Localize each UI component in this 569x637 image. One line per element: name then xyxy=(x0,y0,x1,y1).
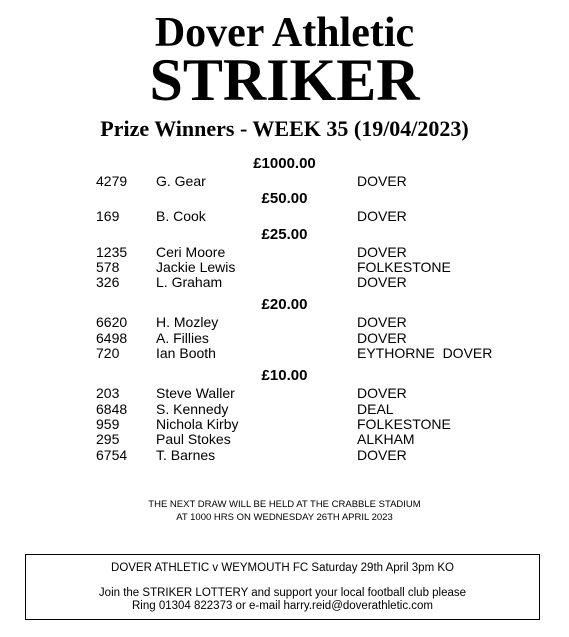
prize-amount-heading: £20.00 xyxy=(261,296,308,314)
promo-text-1: Join the STRIKER LOTTERY and support your local football club please xyxy=(98,587,467,599)
winner-town: DOVER xyxy=(357,329,407,346)
winner-row xyxy=(0,402,569,417)
next-draw-line-1: THE NEXT DRAW WILL BE HELD AT THE CRABBLE STADIUM xyxy=(148,499,421,510)
winner-town: DOVER xyxy=(357,274,407,291)
title-lottery-name: STRIKER xyxy=(149,47,420,113)
winner-number: 6620 xyxy=(96,314,128,331)
winner-number: 326 xyxy=(96,274,120,291)
winner-row xyxy=(0,245,569,260)
winner-town: FOLKESTONE xyxy=(357,258,451,275)
winner-row xyxy=(0,331,569,346)
winner-row xyxy=(0,260,569,275)
winner-row xyxy=(0,432,569,447)
winner-town: DOVER xyxy=(357,314,407,331)
winner-name: S. Kennedy xyxy=(156,400,229,417)
winner-town: DOVER xyxy=(357,173,407,189)
winner-row xyxy=(0,417,569,432)
promo-text-2: Ring 01304 822373 or e-mail harry.reid@doverathletic.com xyxy=(131,600,434,612)
fixture-text: DOVER ATHLETIC v WEYMOUTH FC Saturday 29th April 3pm KO xyxy=(111,562,454,574)
winner-number: 720 xyxy=(96,345,120,362)
winner-name: Steve Waller xyxy=(156,385,235,402)
winner-town: FOLKESTONE xyxy=(357,415,451,432)
winner-number: 578 xyxy=(96,258,120,275)
next-draw-line-2: AT 1000 HRS ON WEDNESDAY 26TH APRIL 2023 xyxy=(176,512,393,523)
winner-name: L. Graham xyxy=(156,274,223,291)
winner-number: 295 xyxy=(96,431,120,448)
winner-row xyxy=(0,209,569,224)
winner-name: Jackie Lewis xyxy=(156,258,236,275)
next-draw-notice xyxy=(0,498,569,524)
title-club-name: Dover Athletic xyxy=(154,10,415,56)
prize-amount-heading: £50.00 xyxy=(261,190,308,208)
winner-name: B. Cook xyxy=(156,208,206,225)
winner-name: H. Mozley xyxy=(156,314,219,331)
winner-town: DEAL xyxy=(357,400,394,417)
winner-number: 203 xyxy=(96,385,120,402)
prize-winners-list xyxy=(0,154,569,463)
prize-amount-heading: £25.00 xyxy=(261,225,308,243)
winner-town: ALKHAM xyxy=(357,431,415,448)
winner-name: Nichola Kirby xyxy=(156,415,239,432)
winner-name: Ian Booth xyxy=(156,345,216,362)
winner-town: DOVER xyxy=(357,446,407,463)
winner-town: DOVER xyxy=(357,385,407,402)
winner-town: DOVER xyxy=(357,208,407,225)
winner-row xyxy=(0,448,569,463)
winner-name: T. Barnes xyxy=(156,446,216,463)
prize-amount-heading: £10.00 xyxy=(261,367,308,385)
winner-name: A. Fillies xyxy=(156,329,209,346)
prize-amount-heading: £1000.00 xyxy=(253,155,316,172)
winner-row xyxy=(0,346,569,361)
winner-number: 6498 xyxy=(96,329,128,346)
winner-number: 4279 xyxy=(96,173,128,189)
winner-row xyxy=(0,275,569,290)
winner-name: Paul Stokes xyxy=(156,431,231,448)
winner-number: 6754 xyxy=(96,446,128,463)
winner-town: EYTHORNE DOVER xyxy=(357,345,493,362)
prize-winners-subtitle: Prize Winners - WEEK 35 (19/04/2023) xyxy=(100,116,469,141)
winner-row xyxy=(0,315,569,330)
winner-number: 6848 xyxy=(96,400,128,417)
footer-info-box xyxy=(25,554,540,620)
winner-row xyxy=(0,386,569,401)
winner-name: Ceri Moore xyxy=(156,243,226,260)
winner-town: DOVER xyxy=(357,243,407,260)
winner-number: 169 xyxy=(96,208,120,225)
winner-row xyxy=(0,174,569,189)
winner-name: G. Gear xyxy=(156,173,206,189)
winner-number: 1235 xyxy=(96,243,128,260)
winner-number: 959 xyxy=(96,415,120,432)
